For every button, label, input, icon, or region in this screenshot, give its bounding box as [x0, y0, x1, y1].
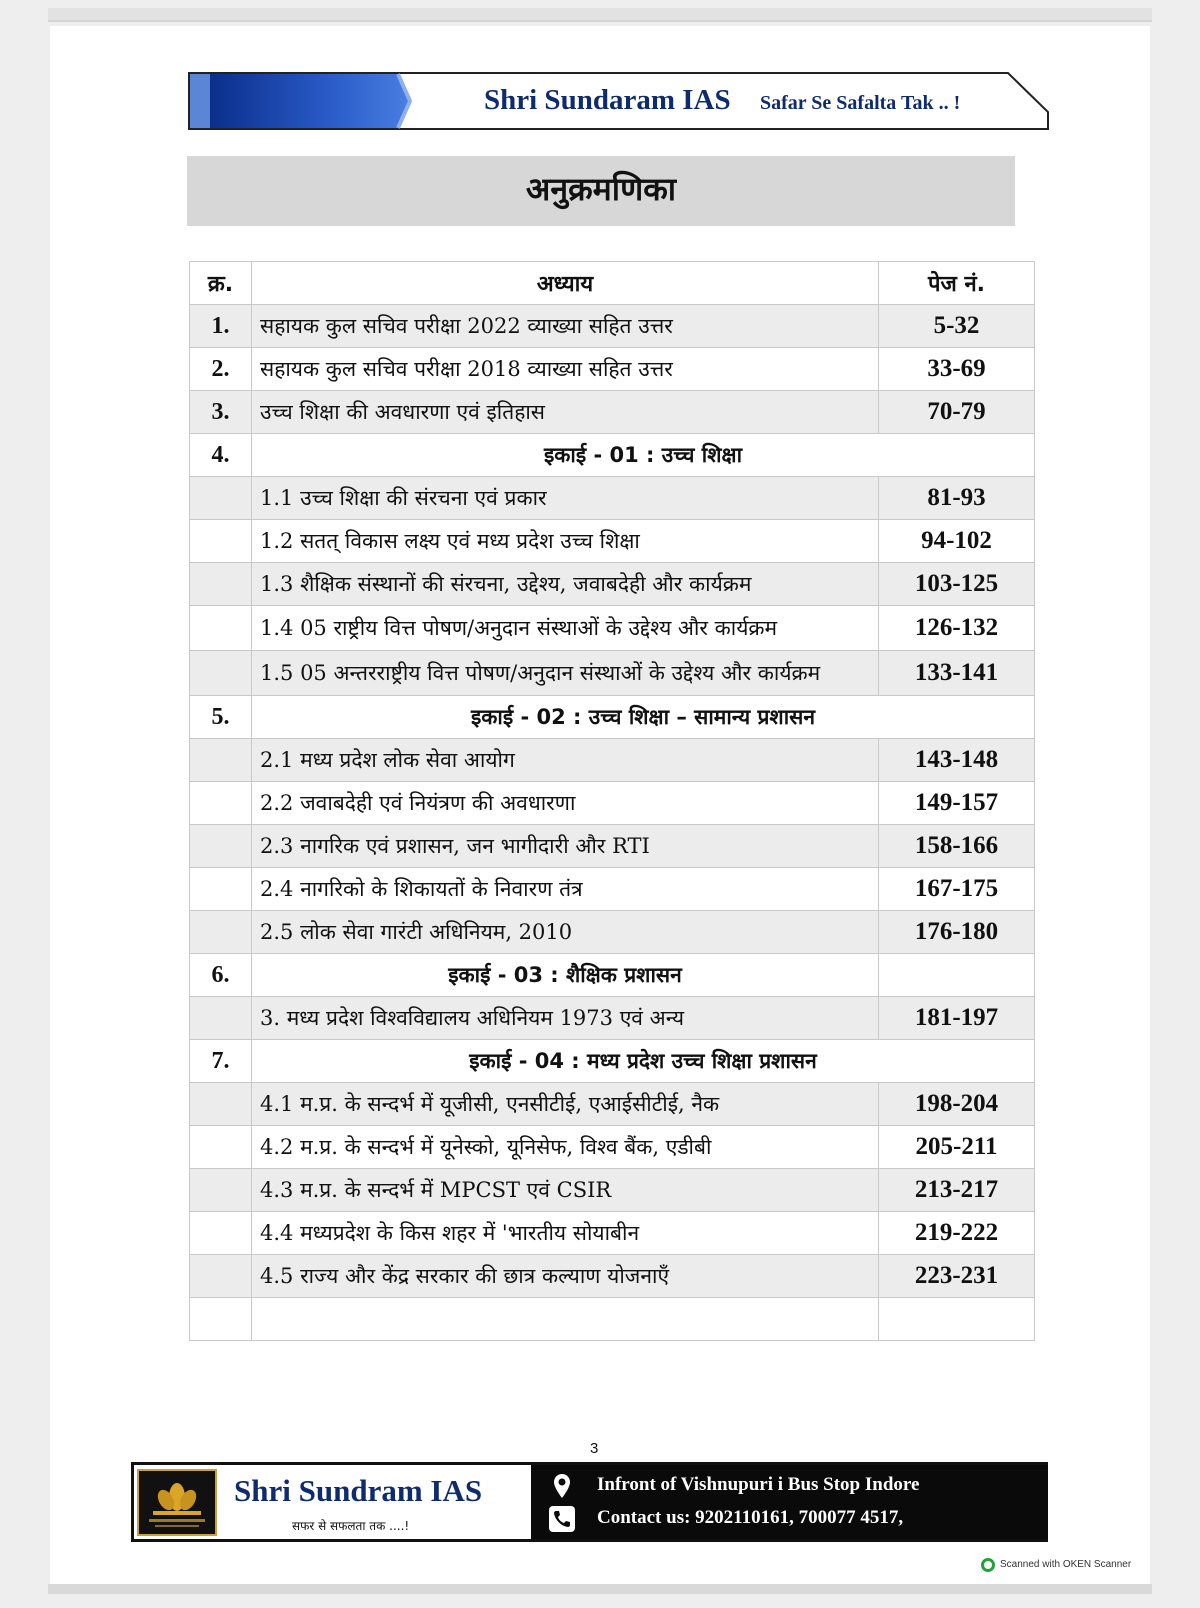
table-row: [190, 606, 1035, 651]
chapter-title: सहायक कुल सचिव परीक्षा 2018 व्याख्या सहित उत्तर: [252, 348, 879, 391]
page-range: 158-166: [879, 825, 1035, 868]
page-range: 103-125: [879, 563, 1035, 606]
row-number-empty: [190, 911, 252, 954]
row-number-empty: [190, 1255, 252, 1298]
table-row: [190, 911, 1035, 954]
unit-heading: इकाई - 03 : शैक्षिक प्रशासन: [252, 954, 879, 997]
chapter-title: 4.1 म.प्र. के सन्दर्भ में यूजीसी, एनसीटीई, एआईसीटीई, नैक: [252, 1083, 879, 1126]
page-range: 143-148: [879, 739, 1035, 782]
empty-cell: [879, 1298, 1035, 1341]
empty-cell: [252, 1298, 879, 1341]
table-row: [190, 1255, 1035, 1298]
page-number: 3: [590, 1440, 599, 1457]
row-number: 6.: [190, 954, 252, 997]
table-row: [190, 825, 1035, 868]
page-range: 219-222: [879, 1212, 1035, 1255]
chapter-title: 2.1 मध्य प्रदेश लोक सेवा आयोग: [252, 739, 879, 782]
footer-banner: [131, 1462, 1048, 1542]
page-range: 223-231: [879, 1255, 1035, 1298]
page-range: 167-175: [879, 868, 1035, 911]
page-title: अनुक्रमणिका: [187, 156, 1015, 226]
table-row: [190, 477, 1035, 520]
page-range: 33-69: [879, 348, 1035, 391]
page-range-empty: [879, 954, 1035, 997]
chapter-title: 1.1 उच्च शिक्षा की संरचना एवं प्रकार: [252, 477, 879, 520]
unit-heading: इकाई - 04 : मध्य प्रदेश उच्च शिक्षा प्रशासन: [252, 1040, 1035, 1083]
chapter-title: 1.2 सतत् विकास लक्ष्य एवं मध्य प्रदेश उच्च शिक्षा: [252, 520, 879, 563]
page-range: 126-132: [879, 606, 1035, 651]
table-row: [190, 782, 1035, 825]
page-range: 181-197: [879, 997, 1035, 1040]
table-row: [190, 1126, 1035, 1169]
scanner-logo-icon: [981, 1558, 995, 1572]
chapter-title: 4.5 राज्य और केंद्र सरकार की छात्र कल्याण योजनाएँ: [252, 1255, 879, 1298]
chapter-title: 1.5 05 अन्तरराष्ट्रीय वित्त पोषण/अनुदान संस्थाओं के उद्देश्य और कार्यक्रम: [252, 651, 879, 696]
row-number-empty: [190, 563, 252, 606]
table-row: [190, 651, 1035, 696]
header-brand: Shri Sundaram IAS: [484, 84, 731, 116]
unit-row: [190, 434, 1035, 477]
table-row: [190, 391, 1035, 434]
row-number-empty: [190, 739, 252, 782]
row-number-empty: [190, 1169, 252, 1212]
chapter-title: उच्च शिक्षा की अवधारणा एवं इतिहास: [252, 391, 879, 434]
table-row: [190, 563, 1035, 606]
row-number-empty: [190, 1212, 252, 1255]
chapter-title: 4.4 मध्यप्रदेश के किस शहर में 'भारतीय सोयाबीन: [252, 1212, 879, 1255]
row-number: 7.: [190, 1040, 252, 1083]
row-number-empty: [190, 477, 252, 520]
table-row: [190, 868, 1035, 911]
column-header-serial: क्र.: [190, 262, 252, 305]
chapter-title: 4.3 म.प्र. के सन्दर्भ में MPCST एवं CSIR: [252, 1169, 879, 1212]
footer-tagline: सफर से सफलता तक ....!: [292, 1519, 410, 1533]
row-number-empty: [190, 606, 252, 651]
page-edge-bottom: [48, 1584, 1152, 1594]
footer-contact: Contact us: 9202110161, 700077 4517,: [597, 1507, 904, 1528]
unit-row: [190, 1040, 1035, 1083]
page-edge-top: [48, 8, 1152, 22]
page-range: 5-32: [879, 305, 1035, 348]
logo: [137, 1469, 217, 1536]
empty-row: [190, 1298, 1035, 1341]
chapter-title: सहायक कुल सचिव परीक्षा 2022 व्याख्या सहित उत्तर: [252, 305, 879, 348]
header-tagline: Safar Se Safalta Tak .. !: [760, 92, 961, 114]
chapter-title: 2.4 नागरिको के शिकायतों के निवारण तंत्र: [252, 868, 879, 911]
page-range: 198-204: [879, 1083, 1035, 1126]
footer-address: Infront of Vishnupuri i Bus Stop Indore: [597, 1474, 920, 1495]
row-number: 3.: [190, 391, 252, 434]
unit-heading: इकाई - 02 : उच्च शिक्षा – सामान्य प्रशासन: [252, 696, 1035, 739]
page-range: 176-180: [879, 911, 1035, 954]
table-row: [190, 739, 1035, 782]
table-row: [190, 997, 1035, 1040]
chapter-title: 2.3 नागरिक एवं प्रशासन, जन भागीदारी और RTI: [252, 825, 879, 868]
column-header-chapter: अध्याय: [252, 262, 879, 305]
row-number-empty: [190, 997, 252, 1040]
row-number-empty: [190, 1126, 252, 1169]
chapter-title: 2.5 लोक सेवा गारंटी अधिनियम, 2010: [252, 911, 879, 954]
empty-cell: [190, 1298, 252, 1341]
row-number-empty: [190, 1083, 252, 1126]
page-range: 133-141: [879, 651, 1035, 696]
row-number: 2.: [190, 348, 252, 391]
location-pin-icon: [553, 1473, 571, 1499]
table-row: [190, 1083, 1035, 1126]
chapter-title: 2.2 जवाबदेही एवं नियंत्रण की अवधारणा: [252, 782, 879, 825]
chapter-title: 3. मध्य प्रदेश विश्वविद्यालय अधिनियम 1973 एवं अन्य: [252, 997, 879, 1040]
phone-icon: [548, 1505, 576, 1533]
chapter-title: 1.4 05 राष्ट्रीय वित्त पोषण/अनुदान संस्थाओं के उद्देश्य और कार्यक्रम: [252, 606, 879, 651]
header-banner: [188, 72, 1050, 132]
page-range: 81-93: [879, 477, 1035, 520]
chapter-title: 1.3 शैक्षिक संस्थानों की संरचना, उद्देश्य, जवाबदेही और कार्यक्रम: [252, 563, 879, 606]
unit-row: [190, 696, 1035, 739]
page-range: 70-79: [879, 391, 1035, 434]
column-header-page: पेज नं.: [879, 262, 1035, 305]
row-number: 4.: [190, 434, 252, 477]
row-number-empty: [190, 651, 252, 696]
page-range: 149-157: [879, 782, 1035, 825]
contents-table: [189, 261, 1035, 1341]
page-range: 94-102: [879, 520, 1035, 563]
table-row: [190, 1212, 1035, 1255]
page-range: 205-211: [879, 1126, 1035, 1169]
page-range: 213-217: [879, 1169, 1035, 1212]
chapter-title: 4.2 म.प्र. के सन्दर्भ में यूनेस्को, यूनिसेफ, विश्व बैंक, एडीबी: [252, 1126, 879, 1169]
row-number-empty: [190, 825, 252, 868]
row-number: 1.: [190, 305, 252, 348]
scanner-note: Scanned with OKEN Scanner: [1000, 1559, 1132, 1570]
unit-row: [190, 954, 1035, 997]
lotus-logo-icon: [139, 1471, 215, 1534]
row-number-empty: [190, 868, 252, 911]
row-number-empty: [190, 782, 252, 825]
footer-brand: Shri Sundram IAS: [234, 1473, 483, 1508]
row-number-empty: [190, 520, 252, 563]
table-row: [190, 520, 1035, 563]
contact-panel: [531, 1465, 1048, 1539]
unit-heading: इकाई - 01 : उच्च शिक्षा: [252, 434, 1035, 477]
table-row: [190, 305, 1035, 348]
table-row: [190, 348, 1035, 391]
row-number: 5.: [190, 696, 252, 739]
table-row: [190, 1169, 1035, 1212]
